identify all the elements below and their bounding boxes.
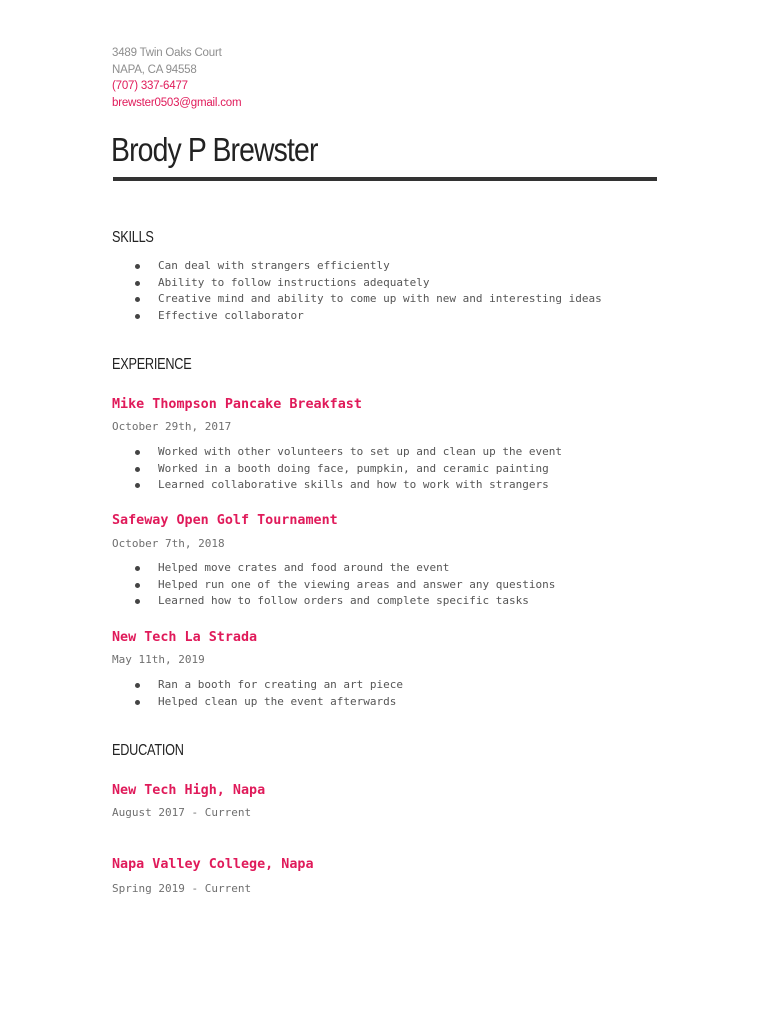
experience-date: October 29th, 2017	[112, 420, 232, 433]
experience-date: October 7th, 2018	[112, 537, 225, 550]
bullet-text: Helped clean up the event afterwards	[158, 694, 397, 708]
bullet-dot	[135, 314, 140, 319]
bullet-dot	[135, 583, 140, 588]
skill-text: Ability to follow instructions adequately	[158, 275, 430, 289]
bullet-text: Learned collaborative skills and how to work with strangers	[158, 478, 549, 491]
contact-email[interactable]: brewster0503@gmail.com	[112, 97, 242, 109]
education-heading: EDUCATION	[112, 742, 184, 759]
bullet-text: Worked with other volunteers to set up and clean up the event	[158, 445, 562, 458]
bullet-dot	[135, 566, 140, 571]
contact-street: 3489 Twin Oaks Court	[112, 47, 222, 59]
contact-phone[interactable]: (707) 337-6477	[112, 80, 188, 92]
skill-text: Can deal with strangers efficiently	[158, 259, 390, 272]
bullet-dot	[135, 683, 140, 688]
bullet-dot	[135, 264, 140, 269]
bullet-dot	[135, 297, 140, 302]
bullet-text: Helped run one of the viewing areas and answer any questions	[158, 577, 556, 591]
header-divider	[113, 177, 657, 181]
experience-title: Mike Thompson Pancake Breakfast	[112, 397, 362, 412]
bullet-dot	[135, 700, 140, 705]
contact-city: NAPA, CA 94558	[112, 64, 197, 76]
experience-date: May 11th, 2019	[112, 653, 205, 666]
experience-heading: EXPERIENCE	[112, 356, 192, 373]
education-title: New Tech High, Napa	[112, 783, 266, 798]
education-title: Napa Valley College, Napa	[112, 857, 314, 872]
education-date: Spring 2019 - Current	[112, 882, 252, 895]
bullet-dot	[135, 281, 140, 286]
bullet-dot	[135, 450, 140, 455]
skill-text: Creative mind and ability to come up with new and interesting ideas	[158, 292, 602, 305]
bullet-text: Helped move crates and food around the event	[158, 561, 450, 574]
bullet-text: Learned how to follow orders and complete specific tasks	[158, 594, 529, 607]
education-date: August 2017 - Current	[112, 806, 252, 819]
experience-title: Safeway Open Golf Tournament	[112, 513, 338, 528]
bullet-dot	[135, 599, 140, 604]
bullet-dot	[135, 483, 140, 488]
experience-title: New Tech La Strada	[112, 630, 258, 645]
skills-heading: SKILLS	[112, 229, 154, 246]
candidate-name: Brody P Brewster	[111, 131, 318, 168]
bullet-text: Worked in a booth doing face, pumpkin, and ceramic painting	[158, 461, 549, 475]
bullet-text: Ran a booth for creating an art piece	[158, 678, 404, 691]
bullet-dot	[135, 467, 140, 472]
skill-text: Effective collaborator	[158, 308, 304, 322]
